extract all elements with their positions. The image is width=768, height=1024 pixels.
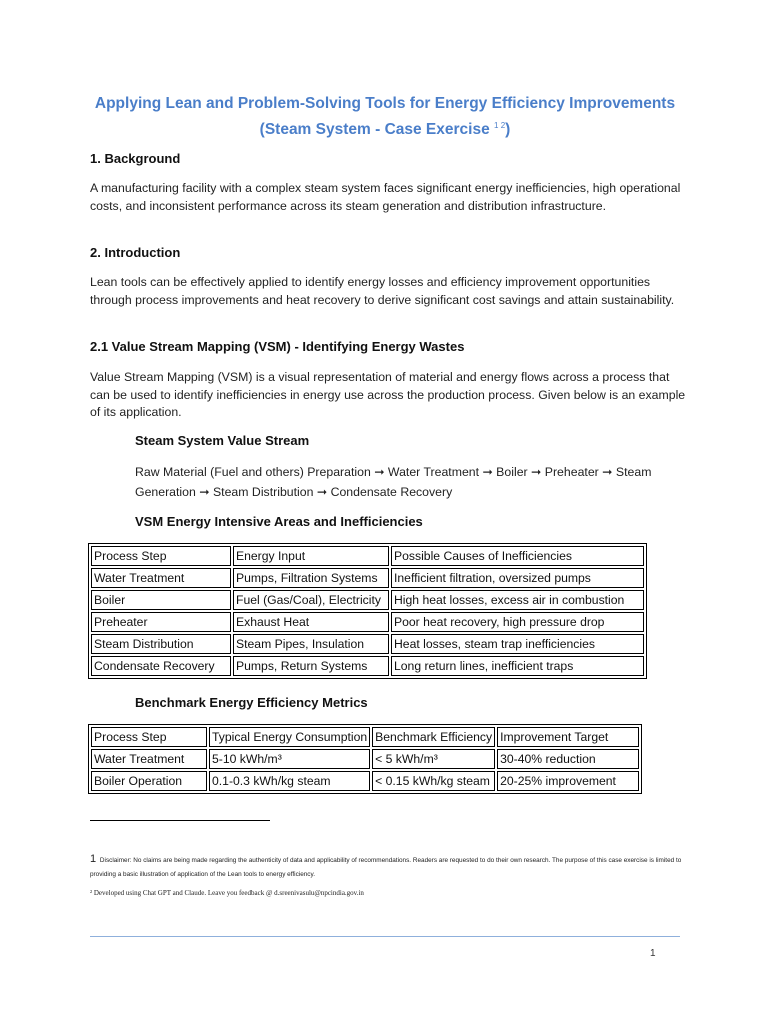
title-line-1: Applying Lean and Problem-Solving Tools for Energy Efficiency Improvements	[94, 95, 676, 112]
table-header-row	[91, 727, 639, 747]
table-cell: 30-40% reduction	[497, 749, 639, 769]
header-cell: Process Step	[91, 727, 207, 747]
title-close-paren: )	[505, 121, 511, 139]
header-cell: Process Step	[91, 546, 231, 566]
title-line-2-text: (Steam System - Case Exercise	[259, 121, 490, 139]
background-heading: 1. Background	[90, 151, 181, 166]
benchmark-metrics-table	[88, 724, 642, 794]
header-cell: Improvement Target	[497, 727, 639, 747]
introduction-heading: 2. Introduction	[90, 245, 181, 260]
introduction-text: Lean tools can be effectively applied to identify energy losses and efficiency improvement opportunities through process improvements and heat recovery to derive significant cost savings and attain sustainability.	[90, 275, 675, 307]
table-cell: Heat losses, steam trap inefficiencies	[391, 634, 644, 654]
document-title	[90, 93, 680, 141]
footnote-2: ² Developed using Chat GPT and Claude. Leave you feedback @ d.sreenivasulu@npcindia.gov.in	[90, 889, 364, 897]
table-cell: Boiler	[91, 590, 231, 610]
background-text: A manufacturing facility with a complex steam system faces significant energy inefficiencies, high operational costs, and inconsistent performance across its steam generation and distribution infrastructure.	[90, 181, 681, 213]
table-cell: Preheater	[91, 612, 231, 632]
table-header-row	[91, 546, 644, 566]
table-cell: Water Treatment	[91, 749, 207, 769]
table-row	[91, 568, 644, 588]
table-cell: Pumps, Return Systems	[233, 656, 389, 676]
table-row	[91, 656, 644, 676]
footnote-1-number: 1	[90, 853, 97, 865]
table-row	[91, 771, 639, 791]
page-number: 1	[650, 948, 656, 959]
table-row	[91, 612, 644, 632]
table-cell: 20-25% improvement	[497, 771, 639, 791]
table-cell: Pumps, Filtration Systems	[233, 568, 389, 588]
table-cell: Boiler Operation	[91, 771, 207, 791]
footnote-1-text: Disclaimer: No claims are being made regarding the authenticity of data and applicability of recommendations. Readers are requested to do their own research. The purpose of this case exercise is limited to providing a basic illustration of application of the Lean tools to energy efficiency.	[90, 857, 682, 878]
benchmark-heading: Benchmark Energy Efficiency Metrics	[135, 695, 368, 710]
table-cell: Exhaust Heat	[233, 612, 389, 632]
table-cell: Inefficient filtration, oversized pumps	[391, 568, 644, 588]
table-cell: < 0.15 kWh/kg steam	[372, 771, 495, 791]
footnote-1	[90, 852, 690, 882]
vsm-heading: 2.1 Value Stream Mapping (VSM) - Identifying Energy Wastes	[90, 339, 465, 354]
vsm-text: Value Stream Mapping (VSM) is a visual representation of material and energy flows across a process that can be used to identify inefficiencies in energy use across the production process. Given below is an example of its application.	[90, 370, 686, 419]
title-footnote-refs: 1 2	[494, 121, 506, 130]
table-cell: Condensate Recovery	[91, 656, 231, 676]
table-cell: 0.1-0.3 kWh/kg steam	[209, 771, 370, 791]
vsm-table-heading: VSM Energy Intensive Areas and Inefficiencies	[135, 514, 423, 529]
table-cell: High heat losses, excess air in combustion	[391, 590, 644, 610]
header-cell: Typical Energy Consumption	[209, 727, 370, 747]
vsm-inefficiencies-table	[88, 543, 647, 679]
value-stream-flow: Raw Material (Fuel and others) Preparation ➞ Water Treatment ➞ Boiler ➞ Preheater ➞ Steam Generation ➞ Steam Distribution ➞ Condensate Recovery	[135, 465, 652, 499]
table-cell: Steam Pipes, Insulation	[233, 634, 389, 654]
table-row	[91, 590, 644, 610]
footnote-separator	[90, 820, 270, 821]
table-row	[91, 749, 639, 769]
table-cell: Poor heat recovery, high pressure drop	[391, 612, 644, 632]
table-row	[91, 634, 644, 654]
header-cell: Benchmark Efficiency	[372, 727, 495, 747]
table-cell: Long return lines, inefficient traps	[391, 656, 644, 676]
value-stream-heading: Steam System Value Stream	[135, 433, 310, 448]
table-cell: Fuel (Gas/Coal), Electricity	[233, 590, 389, 610]
header-cell: Energy Input	[233, 546, 389, 566]
footer-rule	[90, 936, 680, 937]
table-cell: < 5 kWh/m³	[372, 749, 495, 769]
table-cell: Steam Distribution	[91, 634, 231, 654]
header-cell: Possible Causes of Inefficiencies	[391, 546, 644, 566]
title-line-2	[90, 115, 680, 141]
table-cell: Water Treatment	[91, 568, 231, 588]
table-cell: 5-10 kWh/m³	[209, 749, 370, 769]
